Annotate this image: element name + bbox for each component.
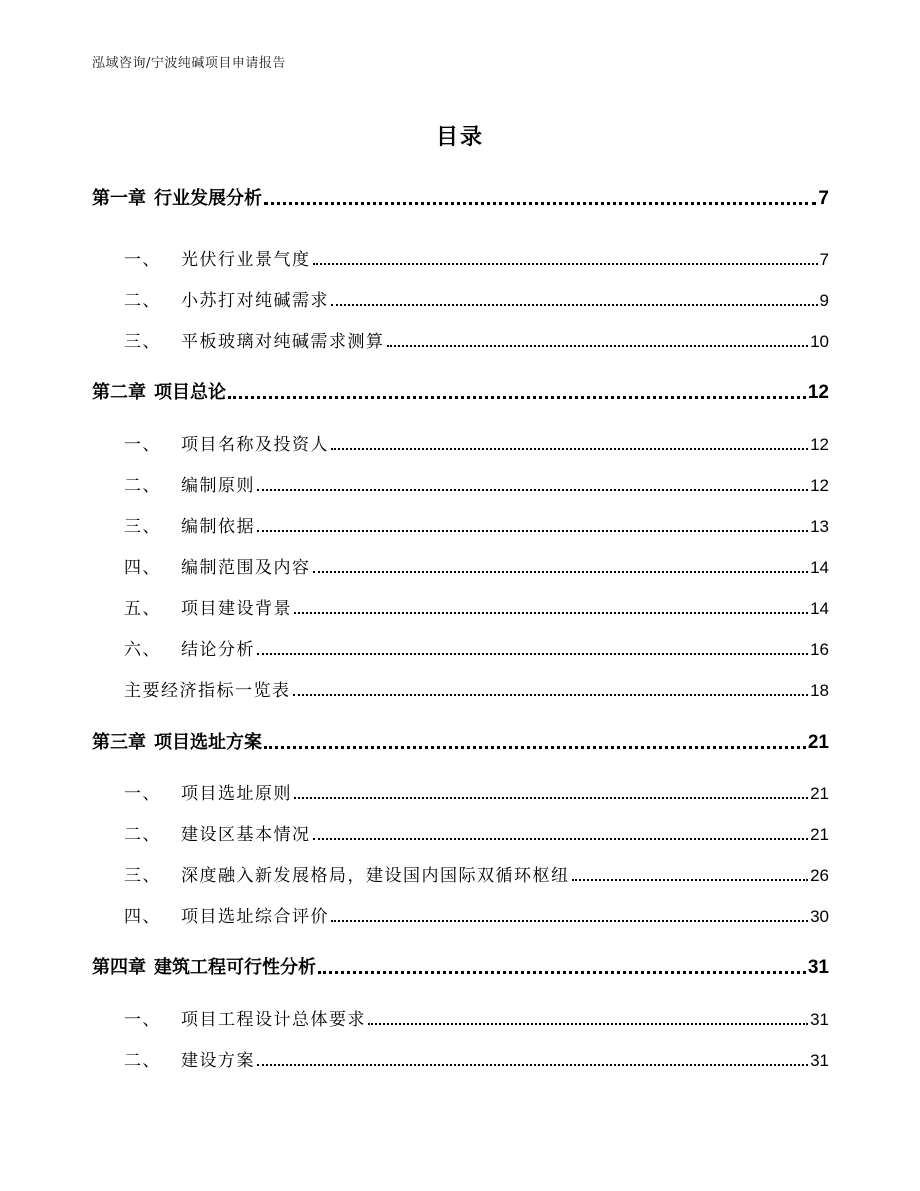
- toc-entry-number: 二、: [124, 291, 161, 311]
- toc-entry-label: 项目建设背景: [181, 599, 292, 619]
- toc-page-number: 7: [818, 188, 829, 209]
- toc-page-number: 21: [810, 825, 829, 844]
- toc-entry-label: 结论分析: [181, 640, 255, 660]
- toc-page-number: 21: [810, 784, 829, 803]
- toc-dot-leader: [257, 489, 808, 491]
- toc-entry-number: 六、: [124, 640, 161, 660]
- toc-entry-label: 项目名称及投资人: [181, 435, 329, 455]
- toc-entry-number: 一、: [124, 1010, 161, 1030]
- toc-dot-leader: [257, 530, 808, 532]
- toc-page-number: 12: [807, 382, 829, 403]
- toc-section-entry[interactable]: [124, 594, 829, 619]
- toc-entry-number: 二、: [124, 825, 161, 845]
- toc-dot-leader: [387, 345, 809, 347]
- toc-entry-label: 编制范围及内容: [181, 558, 311, 578]
- toc-page-number: 12: [810, 435, 829, 454]
- toc-dot-leader: [368, 1023, 808, 1025]
- toc-entry-number: 三、: [124, 332, 161, 352]
- toc-section-entry[interactable]: [124, 820, 829, 845]
- toc-page-number: 31: [807, 957, 829, 978]
- toc-page-number: 21: [807, 732, 829, 753]
- toc-dot-leader: [257, 653, 808, 655]
- toc-dot-leader: [313, 263, 818, 265]
- toc-section-entry[interactable]: [124, 327, 829, 352]
- toc-section-entry[interactable]: [124, 861, 829, 886]
- toc-entry-label: 编制原则: [181, 476, 255, 496]
- toc-section-entry[interactable]: [124, 286, 829, 311]
- toc-page-number: 30: [810, 907, 829, 926]
- toc-dot-leader: [331, 304, 818, 306]
- toc-entry-label: 项目总论: [154, 382, 226, 403]
- toc-entry-number: 一、: [124, 435, 161, 455]
- toc-dot-leader: [318, 971, 806, 974]
- toc-page-number: 14: [810, 599, 829, 618]
- toc-dot-leader: [294, 797, 808, 799]
- toc-chapter-entry[interactable]: [92, 728, 829, 754]
- toc-entry-label: 行业发展分析: [154, 188, 262, 209]
- toc-page-number: 26: [810, 866, 829, 885]
- toc-section-entry[interactable]: [124, 902, 829, 927]
- toc-chapter-entry[interactable]: [92, 378, 829, 404]
- toc-entry-number: 二、: [124, 476, 161, 496]
- toc-entry-label: 项目选址原则: [181, 784, 292, 804]
- toc-dot-leader: [293, 694, 809, 696]
- toc-section-entry[interactable]: [124, 553, 829, 578]
- toc-entry-label: 建设方案: [181, 1051, 255, 1071]
- toc-page-number: 13: [810, 517, 829, 536]
- toc-chapter-entry[interactable]: [92, 953, 829, 979]
- toc-page-number: 9: [819, 291, 829, 310]
- toc-page-number: 14: [810, 558, 829, 577]
- toc-chapter-entry[interactable]: [92, 184, 829, 210]
- toc-entry-number: 四、: [124, 907, 161, 927]
- toc-page-number: 12: [810, 476, 829, 495]
- toc-page-number: 31: [810, 1010, 829, 1029]
- toc-dot-leader: [331, 448, 808, 450]
- toc-section-entry[interactable]: [124, 1005, 829, 1030]
- toc-entry-number: 三、: [124, 866, 161, 886]
- toc-dot-leader: [572, 879, 809, 881]
- toc-entry-label: 项目选址综合评价: [181, 907, 329, 927]
- toc-entry-number: 第四章: [92, 957, 146, 978]
- toc-entry-label: 小苏打对纯碱需求: [181, 291, 329, 311]
- toc-section-entry[interactable]: [124, 676, 829, 701]
- toc-dot-leader: [313, 838, 809, 840]
- toc-section-entry[interactable]: [124, 471, 829, 496]
- toc-section-entry[interactable]: [124, 635, 829, 660]
- toc-entry-number: 二、: [124, 1051, 161, 1071]
- toc-page-number: 10: [810, 332, 829, 351]
- toc-entry-number: 一、: [124, 250, 161, 270]
- toc-section-entry[interactable]: [124, 779, 829, 804]
- toc-title: 目录: [435, 125, 484, 150]
- toc-entry-label: 建设区基本情况: [181, 825, 311, 845]
- toc-entry-number: 第三章: [92, 732, 146, 753]
- toc-entry-label: 深度融入新发展格局，建设国内国际双循环枢纽: [181, 866, 570, 886]
- toc-entry-label: 编制依据: [181, 517, 255, 537]
- toc-dot-leader: [228, 396, 806, 399]
- document-header: 泓域咨询/宁波纯碱项目申请报告: [92, 56, 286, 71]
- toc-entry-label: 平板玻璃对纯碱需求测算: [181, 332, 385, 352]
- toc-dot-leader: [331, 920, 808, 922]
- toc-entry-label: 主要经济指标一览表: [124, 681, 291, 701]
- toc-dot-leader: [294, 612, 808, 614]
- toc-section-entry[interactable]: [124, 245, 829, 270]
- toc-dot-leader: [257, 1064, 808, 1066]
- toc-page-number: 31: [810, 1051, 829, 1070]
- toc-entry-number: 第二章: [92, 382, 146, 403]
- toc-dot-leader: [313, 571, 809, 573]
- toc-entry-number: 一、: [124, 784, 161, 804]
- toc-entry-label: 项目选址方案: [154, 732, 262, 753]
- toc-entry-number: 三、: [124, 517, 161, 537]
- toc-entry-label: 光伏行业景气度: [181, 250, 311, 270]
- toc-section-entry[interactable]: [124, 1046, 829, 1071]
- toc-entry-number: 五、: [124, 599, 161, 619]
- toc-entry-label: 建筑工程可行性分析: [154, 957, 316, 978]
- toc-page-number: 18: [810, 681, 829, 700]
- toc-section-entry[interactable]: [124, 512, 829, 537]
- toc-entry-label: 项目工程设计总体要求: [181, 1010, 366, 1030]
- toc-section-entry[interactable]: [124, 430, 829, 455]
- toc-dot-leader: [264, 202, 816, 205]
- toc-dot-leader: [264, 746, 806, 749]
- toc-entry-number: 四、: [124, 558, 161, 578]
- toc-entry-number: 第一章: [92, 188, 146, 209]
- toc-page-number: 7: [819, 250, 829, 269]
- toc-page-number: 16: [810, 640, 829, 659]
